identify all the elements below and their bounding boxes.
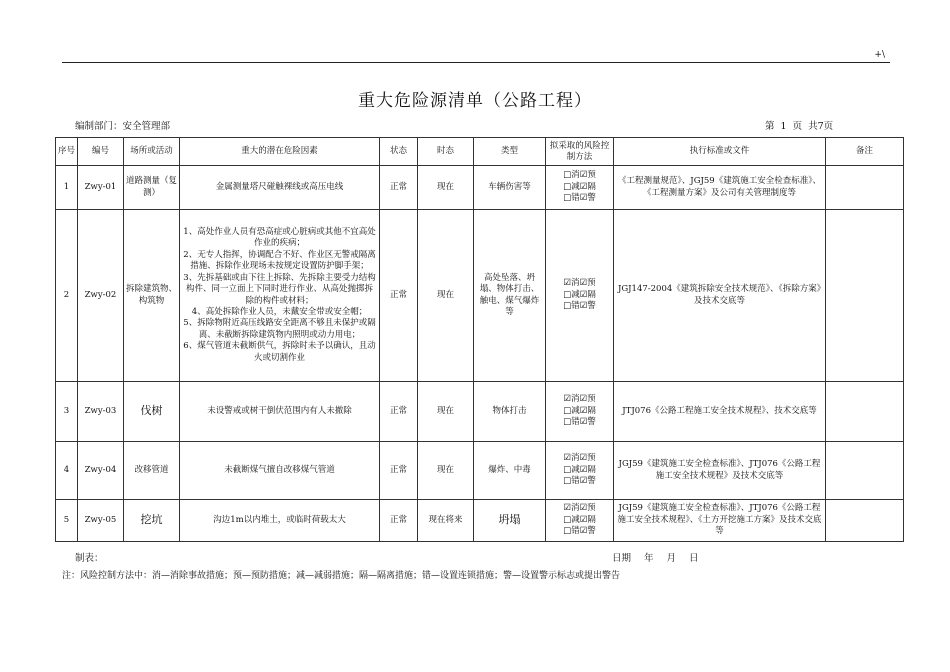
cell-code: Zwy-02 (78, 210, 124, 382)
cell-code: Zwy-05 (78, 500, 124, 542)
header-measures: 拟采取的风险控制方法 (546, 138, 614, 166)
header-code: 编号 (78, 138, 124, 166)
measure-line: ☑消☑预 (563, 503, 596, 514)
cell-seq: 1 (56, 166, 78, 210)
table-row (56, 166, 904, 210)
cell-status: 正常 (380, 382, 418, 442)
measure-line: ☑消☑预 (563, 278, 596, 289)
cell-tense: 现在 (418, 210, 474, 382)
factor-line: 未截断煤气擅自改移煤气管道 (224, 464, 335, 475)
prepared-by-label: 制表： (75, 553, 104, 564)
factor-line: 5、拆除物附近高压线路安全距离不够且未保护或隔离、未截断拆除建筑物内照明或动力用电； (183, 318, 376, 340)
cell-type: 车辆伤害等 (474, 166, 546, 210)
cell-tense: 现在 (418, 166, 474, 210)
header-location: 场所或活动 (124, 138, 180, 166)
cell-seq: 2 (56, 210, 78, 382)
measure-line: □减☑隔 (563, 289, 596, 300)
cell-type: 高处坠落、坍塌、物体打击、触电、煤气爆炸等 (474, 210, 546, 382)
cell-remark (826, 382, 904, 442)
cell-measures (546, 382, 614, 442)
cell-type: 坍塌 (474, 500, 546, 542)
measure-line: ☑消☑预 (563, 453, 596, 464)
table-row (56, 500, 904, 542)
table-row (56, 382, 904, 442)
cell-remark (826, 210, 904, 382)
cell-remark (826, 166, 904, 210)
measure-line: ☑消☑预 (563, 394, 596, 405)
header-type: 类型 (474, 138, 546, 166)
measure-line: □错☑警 (563, 417, 596, 428)
factor-line: 金属测量塔尺碰触裸线或高压电线 (215, 181, 344, 192)
header-remark: 备注 (826, 138, 904, 166)
cell-location: 改移管道 (124, 442, 180, 500)
factor-line: 未设警戒或树干倒伏范围内有人未撤除 (207, 405, 352, 416)
measure-line: □减☑隔 (563, 464, 596, 475)
cell-seq: 3 (56, 382, 78, 442)
measure-line: □减☑隔 (563, 514, 596, 525)
cell-location: 拆除建筑物、构筑物 (124, 210, 180, 382)
hazard-list-table (55, 137, 904, 542)
risk-control-footnote: 注：风险控制方法中：消—消除事故措施；预—预防措施；减—减弱措施；隔—隔离措施；错—设置连锁措施；警—设置警示标志或提出警告 (62, 571, 621, 581)
date-label: 日期 年 月 日 (612, 553, 699, 564)
cell-location: 伐树 (124, 382, 180, 442)
header-standard: 执行标准或文件 (614, 138, 826, 166)
cell-seq: 4 (56, 442, 78, 500)
factor-line: 2、无专人指挥，协调配合不好、作业区无警戒隔离措施、拆除作业现场未按规定设置防护脚手架； (183, 249, 376, 272)
cell-status: 正常 (380, 166, 418, 210)
cell-remark (826, 500, 904, 542)
cell-remark (826, 442, 904, 500)
factor-line: 沟边1m以内堆土，或临时荷载太大 (213, 514, 346, 525)
measure-line: □错☑警 (563, 526, 596, 537)
factor-line: 4、高处拆除作业人员，未戴安全带或安全帽； (191, 306, 368, 317)
compiling-department: 编制部门：安全管理部 (75, 121, 171, 132)
cell-measures (546, 500, 614, 542)
cell-factors (180, 166, 380, 210)
cell-standard: JTJ076《公路工程施工安全技术规程》、技术交底等 (614, 382, 826, 442)
cell-standard: JGJ59《建筑施工安全检查标准》、JTJ076《公路工程施工安全技术规程》及技术交底等 (614, 442, 826, 500)
table-row (56, 442, 904, 500)
cell-measures (546, 442, 614, 500)
cell-standard: JGJ59《建筑施工安全检查标准》、JTJ076《公路工程施工安全技术规程》、《土方开挖施工方案》及技术交底等 (614, 500, 826, 542)
header-factors: 重大的潜在危险因素 (180, 138, 380, 166)
header-tense: 时态 (418, 138, 474, 166)
cell-standard: 《工程测量规范》、JGJ59《建筑施工安全检查标准》、《工程测量方案》及公司有关管理制度等 (614, 166, 826, 210)
page-number: 第 1 页 共7页 (765, 121, 834, 132)
measure-line: □消☑预 (563, 170, 596, 181)
measure-line: □减☑隔 (563, 181, 596, 192)
factor-line: 6、煤气管道未截断供气，拆除时未予以确认，且动火或切割作业 (183, 341, 376, 363)
cell-factors (180, 500, 380, 542)
cell-factors (180, 210, 380, 382)
table-row (56, 210, 904, 382)
measure-line: □错☑警 (563, 476, 596, 487)
cell-type: 爆炸、中毒 (474, 442, 546, 500)
cell-status: 正常 (380, 442, 418, 500)
measure-line: □错☑警 (563, 193, 596, 204)
cell-code: Zwy-01 (78, 166, 124, 210)
cell-type: 物体打击 (474, 382, 546, 442)
header-status: 状态 (380, 138, 418, 166)
cell-status: 正常 (380, 210, 418, 382)
measure-line: □错☑警 (563, 301, 596, 312)
cell-measures (546, 210, 614, 382)
cell-status: 正常 (380, 500, 418, 542)
table-header-row (56, 138, 904, 166)
cell-code: Zwy-03 (78, 382, 124, 442)
factor-line: 1、高处作业人员有恐高症或心脏病或其他不宜高处作业的疾病； (183, 226, 376, 249)
measure-line: □减☑隔 (563, 405, 596, 416)
cell-seq: 5 (56, 500, 78, 542)
header-rule (62, 62, 890, 63)
cell-standard: JGJ147-2004《建筑拆除安全技术规范》、《拆除方案》及技术交底等 (614, 210, 826, 382)
document-title: 重大危险源清单（公路工程） (358, 91, 592, 111)
corner-mark: +\ (874, 50, 885, 60)
cell-code: Zwy-04 (78, 442, 124, 500)
cell-tense: 现在将来 (418, 500, 474, 542)
cell-location: 挖坑 (124, 500, 180, 542)
cell-tense: 现在 (418, 442, 474, 500)
cell-factors (180, 442, 380, 500)
cell-tense: 现在 (418, 382, 474, 442)
cell-measures (546, 166, 614, 210)
header-seq: 序号 (56, 138, 78, 166)
cell-location: 道路测量（复测） (124, 166, 180, 210)
factor-line: 3、先拆基础或由下往上拆除、先拆除主要受力结构构件、同一立面上下同时进行作业、从高处抛掷拆除的构件或材料； (183, 272, 376, 306)
cell-factors (180, 382, 380, 442)
